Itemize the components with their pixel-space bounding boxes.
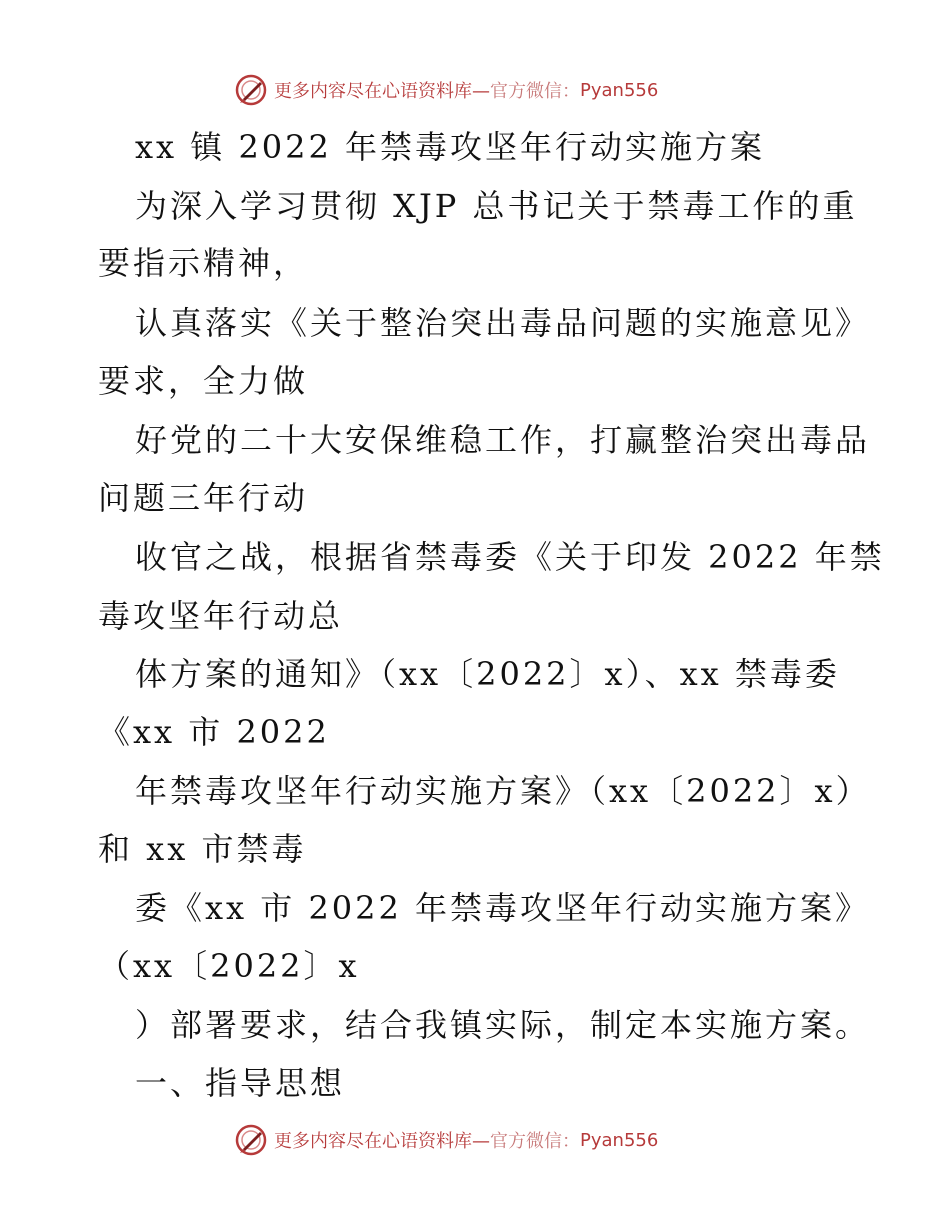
paragraph-line: 好党的二十大安保维稳工作，打赢整治突出毒品: [135, 421, 871, 459]
paragraph-line: 体方案的通知》（xx〔2022〕x）、xx 禁毒委: [135, 655, 840, 693]
watermark-text: 更多内容尽在心语资料库—: [274, 81, 490, 102]
paragraph-line: 《xx 市 2022: [98, 713, 330, 751]
paragraph-line: 要指示精神，: [98, 244, 309, 282]
watermark-banner-bottom: [234, 1123, 658, 1157]
paragraph-line: 和 xx 市禁毒: [98, 830, 307, 868]
paragraph-line: ）部署要求，结合我镇实际，制定本实施方案。: [135, 1006, 871, 1044]
document-title: xx 镇 2022 年禁毒攻坚年行动实施方案: [135, 128, 766, 166]
watermark-text: 更多内容尽在心语资料库—: [274, 1131, 490, 1152]
paragraph-line: （xx〔2022〕x: [98, 947, 360, 985]
paragraph-line: 认真落实《关于整治突出毒品问题的实施意见》: [135, 304, 871, 342]
paragraph-line: 问题三年行动: [98, 479, 309, 517]
pen-logo-icon: [234, 1123, 268, 1157]
watermark-wechat-id: Pyan556: [580, 79, 659, 101]
section-heading: 一、指导思想: [135, 1064, 346, 1102]
paragraph-line: 收官之战，根据省禁毒委《关于印发 2022 年禁: [135, 538, 885, 576]
paragraph-line: 为深入学习贯彻 XJP 总书记关于禁毒工作的重: [135, 187, 858, 225]
paragraph-line: 毒攻坚年行动总: [98, 597, 344, 635]
paragraph-line: 要求，全力做: [98, 362, 309, 400]
paragraph-line: 年禁毒攻坚年行动实施方案》（xx〔2022〕x）: [135, 772, 871, 810]
watermark-wechat-label: 官方微信：: [490, 81, 580, 102]
watermark-wechat-id: Pyan556: [580, 1129, 659, 1151]
watermark-wechat-label: 官方微信：: [490, 1131, 580, 1152]
paragraph-line: 委《xx 市 2022 年禁毒攻坚年行动实施方案》: [135, 889, 871, 927]
